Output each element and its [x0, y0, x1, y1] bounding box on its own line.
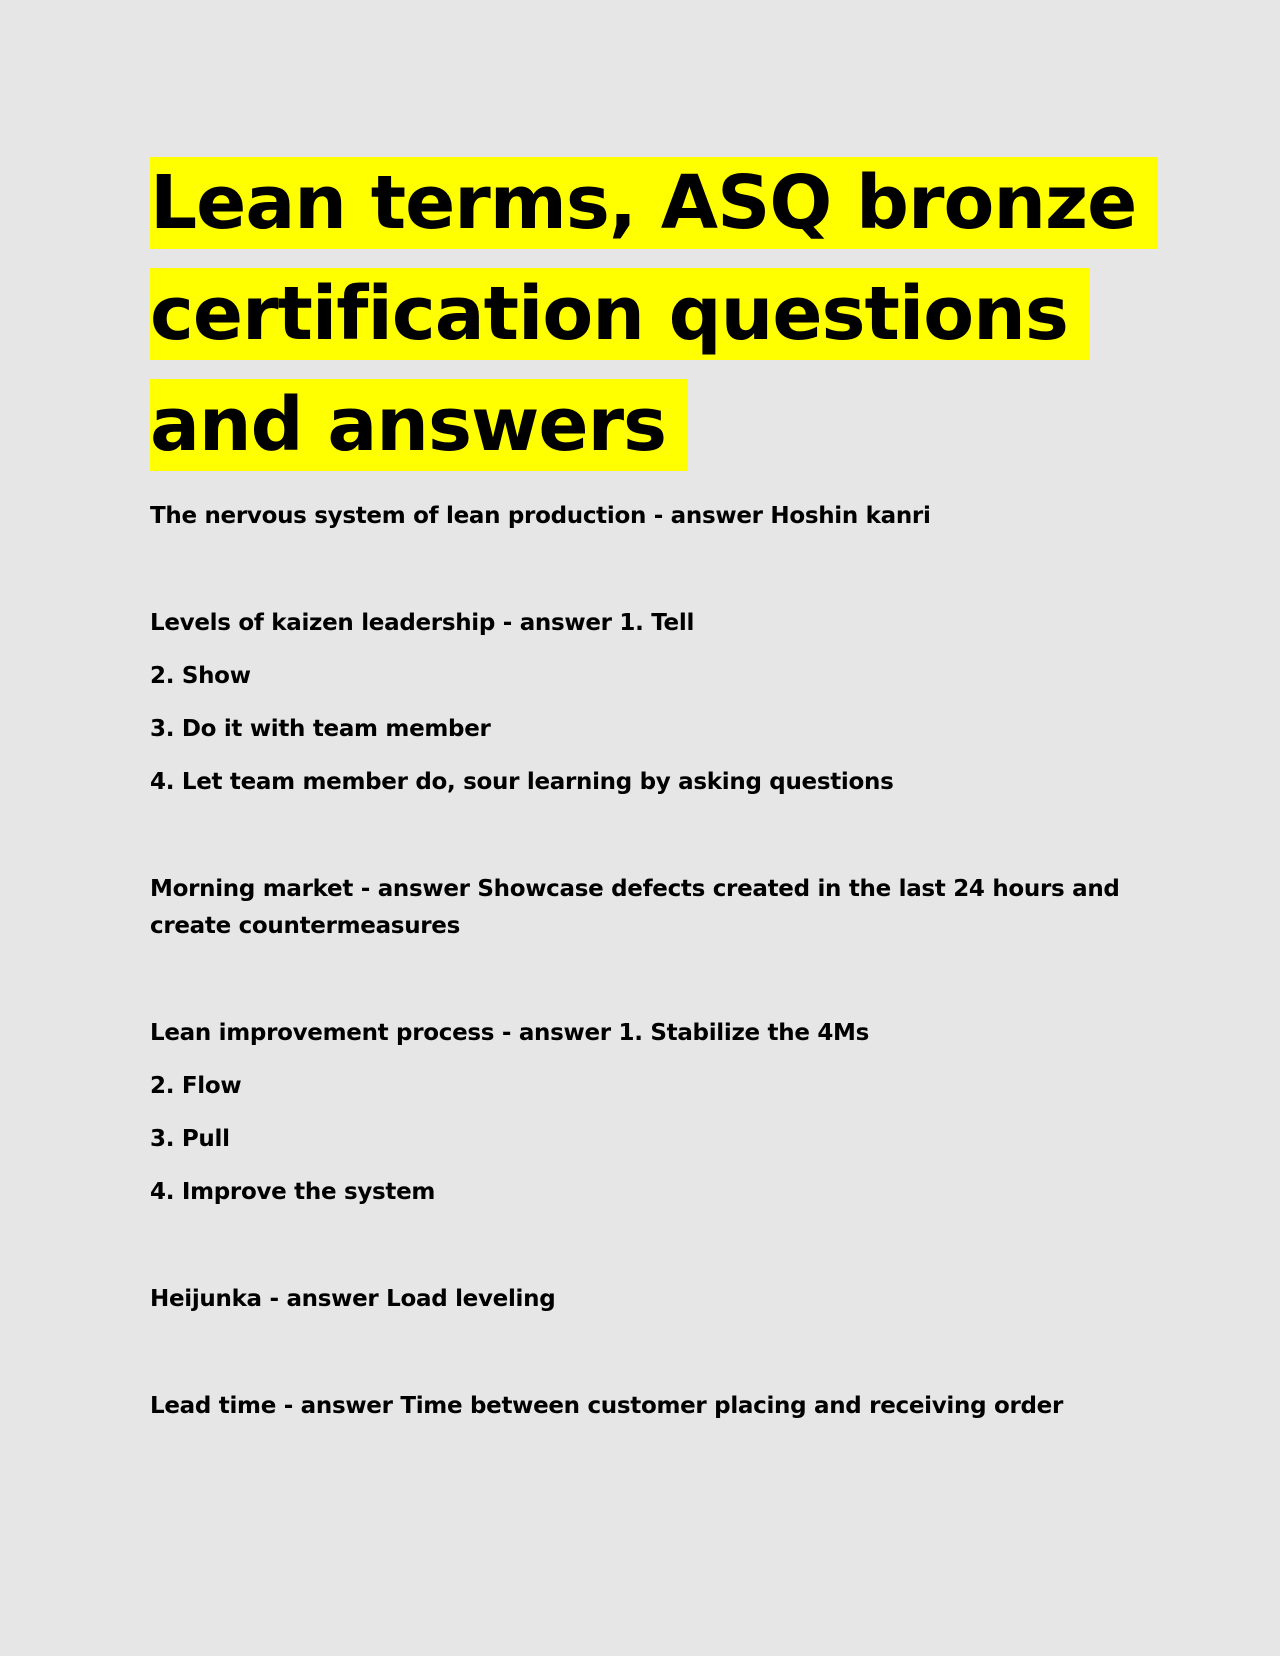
- qa-line: 4. Let team member do, sour learning by asking questions: [150, 769, 894, 795]
- qa-hoshin-kanri: The nervous system of lean production - answer Hoshin kanri: [150, 503, 931, 529]
- qa-line: 3. Do it with team member: [150, 716, 491, 742]
- title-highlight: Lean terms, ASQ bronze certification questions and answers: [150, 157, 1158, 471]
- document-title: [150, 148, 1140, 481]
- qa-line: 2. Show: [150, 663, 251, 689]
- qa-line: Lean improvement process - answer 1. Stabilize the 4Ms: [150, 1020, 870, 1046]
- qa-line: 4. Improve the system: [150, 1179, 436, 1205]
- qa-list: [150, 498, 1160, 1425]
- qa-lean-improvement-process: [150, 1015, 1160, 1211]
- qa-morning-market: Morning market - answer Showcase defects created in the last 24 hours and create countermeasures: [150, 876, 1120, 939]
- qa-lead-time: Lead time - answer Time between customer placing and receiving order: [150, 1393, 1063, 1419]
- qa-line: 3. Pull: [150, 1126, 230, 1152]
- qa-line: 2. Flow: [150, 1073, 242, 1099]
- qa-kaizen-leadership: [150, 605, 1160, 801]
- qa-heijunka: Heijunka - answer Load leveling: [150, 1286, 556, 1312]
- qa-line: Levels of kaizen leadership - answer 1. Tell: [150, 610, 695, 636]
